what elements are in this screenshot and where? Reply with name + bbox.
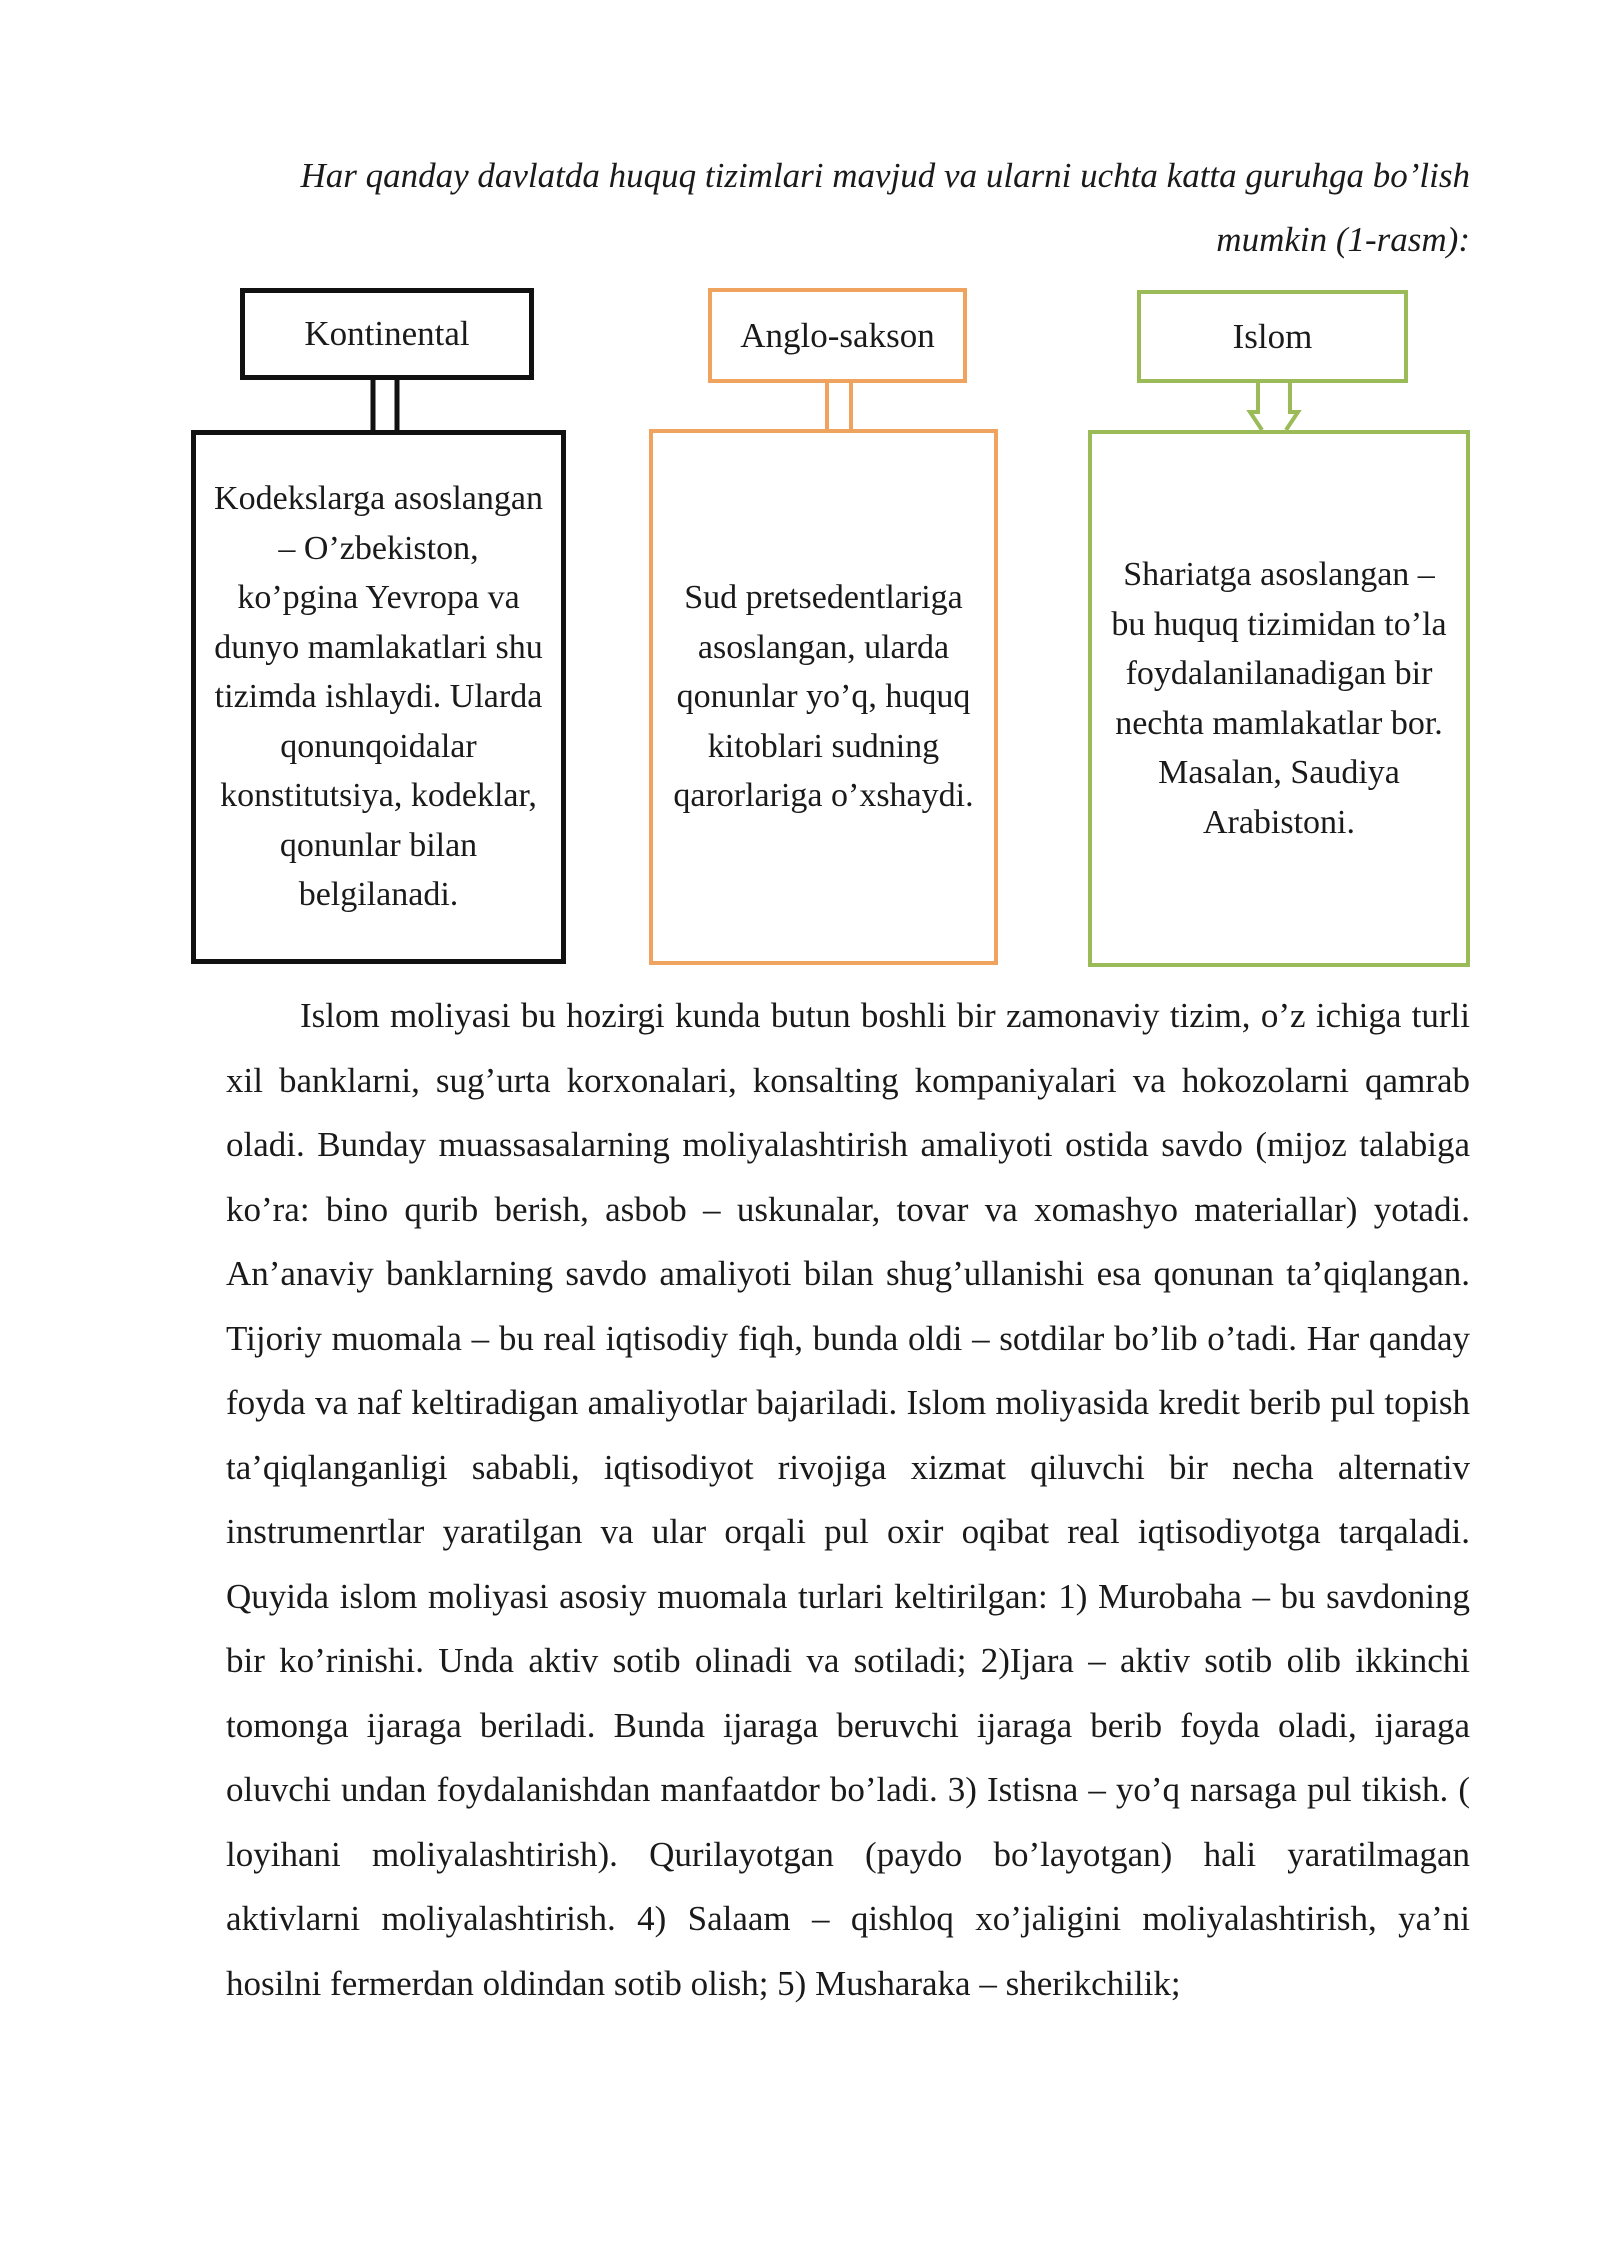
continental-description: Kodekslarga asoslangan – O’zbekiston, ko’pgina Yevropa va dunyo mamlakatlari shu tizimda ishlaydi. Ularda qonunqoidalar konstitutsiya, kodeklar, qonunlar bilan belgilanadi. [191,430,566,964]
islamic-header: Islom [1137,290,1408,383]
legal-systems-diagram [0,0,1600,1000]
intro-paragraph: Har qanday davlatda huquq tizimlari mavjud va ularni uchta katta guruhga bo’lish mumkin (1-rasm): [300,156,1470,259]
islamic-description: Shariatga asoslangan – bu huquq tizimidan to’la foydalanilanadigan bir nechta mamlakatlar bor. Masalan, Saudiya Arabistoni. [1088,430,1470,967]
anglo-saxon-header: Anglo-sakson [708,288,967,383]
connector-islamic [1244,380,1304,432]
connector-continental [370,377,400,433]
body-paragraph-text: Islom moliyasi bu hozirgi kunda butun boshli bir zamonaviy tizim, o’z ichiga turli xil banklarni, sug’urta korxonalari, konsalting kompaniyalari va hokozolarni qamrab oladi. Bunday muassasalarning moliyalashtirish amaliyoti ostida savdo (mijoz talabiga ko’ra: bino qurib berish, asbob – uskunalar, tovar va xomashyo materiallar) yotadi. An’anaviy banklarning savdo amaliyoti bilan shug’ullanishi esa qonunan ta’qiqlangan. Tijoriy muomala – bu real iqtisodiy fiqh, bunda oldi – sotdilar bo’lib o’tadi. Har qanday foyda va naf keltiradigan amaliyotlar bajariladi. Islom moliyasida kredit berib pul topish ta’qiqlanganligi sababli, iqtisodiyot rivojiga xizmat qiluvchi bir necha alternativ instrumenrtlar yaratilgan va ular orqali pul oxir oqibat real iqtisodiyotga tarqaladi. Quyida islom moliyasi asosiy muomala turlari keltirilgan: 1) Murobaha – bu savdoning bir ko’rinishi. Unda aktiv sotib olinadi va sotiladi; 2)Ijara – aktiv sotib olib ikkinchi tomonga ijaraga beriladi. Bunda ijaraga beruvchi ijaraga berib foyda oladi, ijaraga oluvchi undan foydalanishdan manfaatdor bo’ladi. 3) Istisna – yo’q narsaga pul tikish. ( loyihani moliyalashtirish). Qurilayotgan (paydo bo’layotgan) hali yaratilmagan aktivlarni moliyalashtirish. 4) Salaam – qishloq xo’jaligini moliyalashtirish, ya’ni hosilni fermerdan oldindan sotib olish; 5) Musharaka – sherikchilik; [226,996,1470,2003]
continental-header: Kontinental [240,288,534,380]
body-paragraph [226,984,1470,2016]
anglo-saxon-description: Sud pretsedentlariga asoslangan, ularda qonunlar yo’q, huquq kitoblari sudning qarorlariga o’xshaydi. [649,429,998,965]
connector-anglo-saxon [824,380,854,432]
